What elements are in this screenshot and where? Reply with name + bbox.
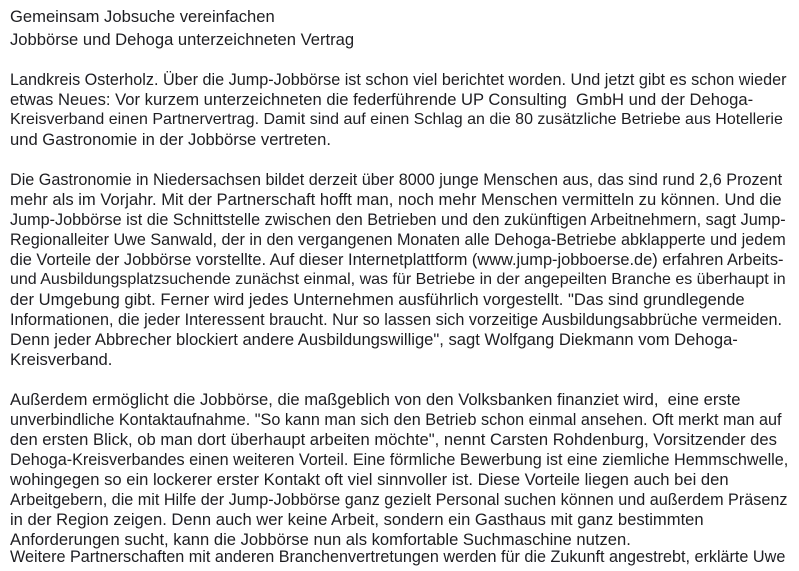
text-line: Informationen, die jeder Interessent braucht. Nur so lassen sich vorzeitige Ausbildungsabbrüche vermeiden. [10,311,783,329]
text-line: Weitere Partnerschaften mit anderen Branchenvertretungen werden für die Zukunft angestrebt, erklärte Uwe [10,548,786,566]
text-line: unverbindliche Kontaktaufnahme. "So kann man sich den Betrieb schon einmal ansehen. Oft merkt man auf [10,411,782,429]
text-line: mehr als im Vorjahr. Mit der Partnerschaft hofft man, noch mehr Menschen vermitteln zu können. Und die [10,190,782,209]
text-line: in der Region zeigen. Denn auch wer keine Arbeit, sondern ein Gasthaus mit ganz bestimmten [10,510,704,529]
text-line: etwas Neues: Vor kurzem unterzeichneten die federführende UP Consulting GmbH und der Dehoga- [10,90,754,109]
text-line: Kreisverband einen Partnervertrag. Damit sind auf einen Schlag an die 80 zusätzliche Betriebe aus Hotellerie [10,111,783,128]
text-line: wohingegen so ein lockerer erster Kontakt oft viel sinnvoller ist. Diese Vorteile liegen auch bei den [10,470,729,489]
text-line: den ersten Blick, ob man dort überhaupt arbeiten möchte", nennt Carsten Rohdenburg, Vorsitzender des [10,430,777,449]
text-line: Außerdem ermöglicht die Jobbörse, die maßgeblich von den Volksbanken finanziet wird, eine erste [10,390,741,409]
text-line: und Ausbildungsplatzsuchende zunächst einmal, was für Betriebe in der angepeilten Branche es überhaupt in [10,271,786,288]
text-line: Denn jeder Abbrecher blockiert andere Ausbildungswillige", sagt Wolfgang Diekmann vom Dehoga- [10,330,738,349]
text-line: Dehoga-Kreisverbandes einen weiteren Vorteil. Eine förmliche Bewerbung ist eine ziemliche Hemmschwelle, [10,451,789,469]
text-line: Landkreis Osterholz. Über die Jump-Jobbörse ist schon viel berichtet worden. Und jetzt gibt es schon wieder [10,71,787,89]
subheadline-line: Jobbörse und Dehoga unterzeichneten Vertrag [10,30,355,49]
text-line: Anforderungen sucht, kann die Jobbörse nun als komfortable Suchmaschine nutzen. [10,530,631,549]
text-line: der Umgebung gibt. Ferner wird jedes Unternehmen ausführlich vorgestellt. "Das sind grundlegende [10,290,745,309]
text-line: Arbeitgebern, die mit Hilfe der Jump-Jobbörse ganz gezielt Personal suchen können und außerdem Präsenz [10,491,788,509]
text-line: Jump-Jobbörse ist die Schnittstelle zwischen den Betrieben und den zukünftigen Arbeitnehmern, sagt Jump- [10,211,786,229]
text-line: Die Gastronomie in Niedersachsen bildet derzeit über 8000 junge Menschen aus, das sind rund 2,6 Prozent [10,171,783,189]
text-line: Regionalleiter Uwe Sanwald, der in den vergangenen Monaten alle Dehoga-Betriebe abklapperte und jedem [10,231,786,249]
text-line: die Vorteile der Jobbörse vorstellte. Auf dieser Internetplattform (www.jump-jobboerse.de) erfahren Arbeits- [10,251,784,269]
headline-line: Gemeinsam Jobsuche vereinfachen [10,7,275,26]
text-line: und Gastronomie in der Jobbörse vertreten. [10,130,331,149]
text-line: Kreisverband. [10,350,113,369]
